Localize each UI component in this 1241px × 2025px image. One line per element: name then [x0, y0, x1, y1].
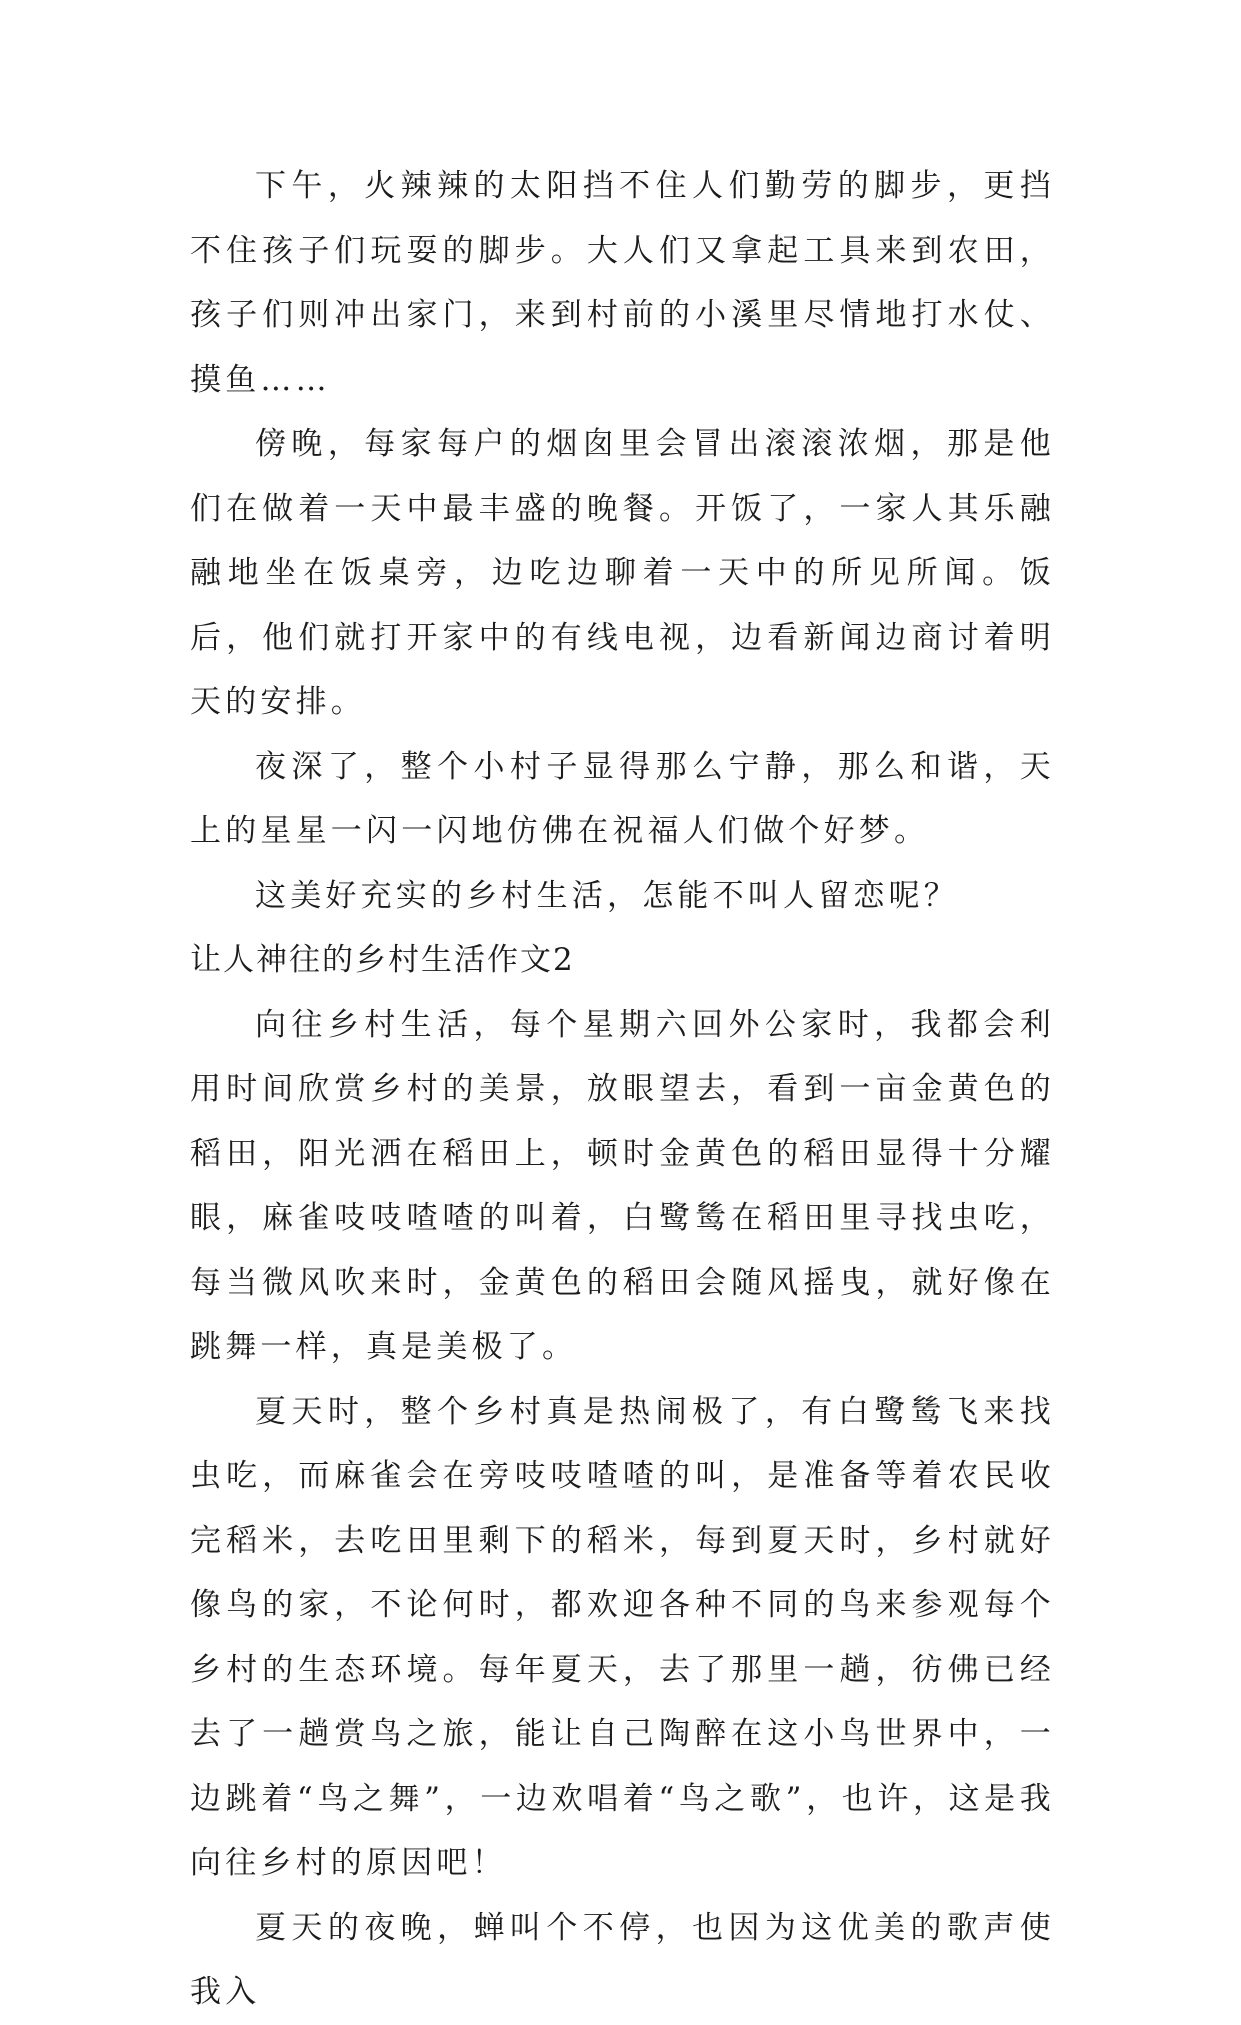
paragraph-night: 夜深了，整个小村子显得那么宁静，那么和谐，天上的星星一闪一闪地仿佛在祝福人们做个好梦。 — [190, 748, 1055, 849]
paragraph-longing: 向往乡村生活，每个星期六回外公家时，我都会利用时间欣赏乡村的美景，放眼望去，看到一亩金黄色的稻田，阳光洒在稻田上，顿时金黄色的稻田显得十分耀眼，麻雀吱吱喳喳的叫着，白鹭鸶在稻田里寻找虫吃，每当微风吹来时，金黄色的稻田会随风摇曳，就好像在跳舞一样，真是美极了。 — [190, 1006, 1055, 1365]
paragraph-summer-night: 夏天的夜晚，蝉叫个不停，也因为这优美的歌声使我入 — [190, 1909, 1055, 2010]
essay-heading: 让人神往的乡村生活作文2 — [190, 942, 575, 978]
paragraph-conclusion: 这美好充实的乡村生活，怎能不叫人留恋呢？ — [255, 877, 959, 914]
document-page — [190, 154, 1055, 2025]
paragraph-summer: 夏天时，整个乡村真是热闹极了，有白鹭鸶飞来找虫吃，而麻雀会在旁吱吱喳喳的叫，是准备等着农民收完稻米，去吃田里剩下的稻米，每到夏天时，乡村就好像鸟的家，不论何时，都欢迎各种不同的鸟来参观每个乡村的生态环境。每年夏天，去了那里一趟，彷佛已经去了一趟赏鸟之旅，能让自己陶醉在这小鸟世界中，一边跳着“鸟之舞”，一边欢唱着“鸟之歌”，也许，这是我向往乡村的原因吧！ — [190, 1393, 1055, 1881]
paragraph-evening: 傍晚，每家每户的烟囱里会冒出滚滚浓烟，那是他们在做着一天中最丰盛的晚餐。开饭了，一家人其乐融融地坐在饭桌旁，边吃边聊着一天中的所见所闻。饭后，他们就打开家中的有线电视，边看新闻边商讨着明天的安排。 — [190, 426, 1055, 720]
paragraph-afternoon: 下午，火辣辣的太阳挡不住人们勤劳的脚步，更挡不住孩子们玩耍的脚步。大人们又拿起工具来到农田，孩子们则冲出家门，来到村前的小溪里尽情地打水仗、摸鱼…… — [190, 168, 1055, 398]
